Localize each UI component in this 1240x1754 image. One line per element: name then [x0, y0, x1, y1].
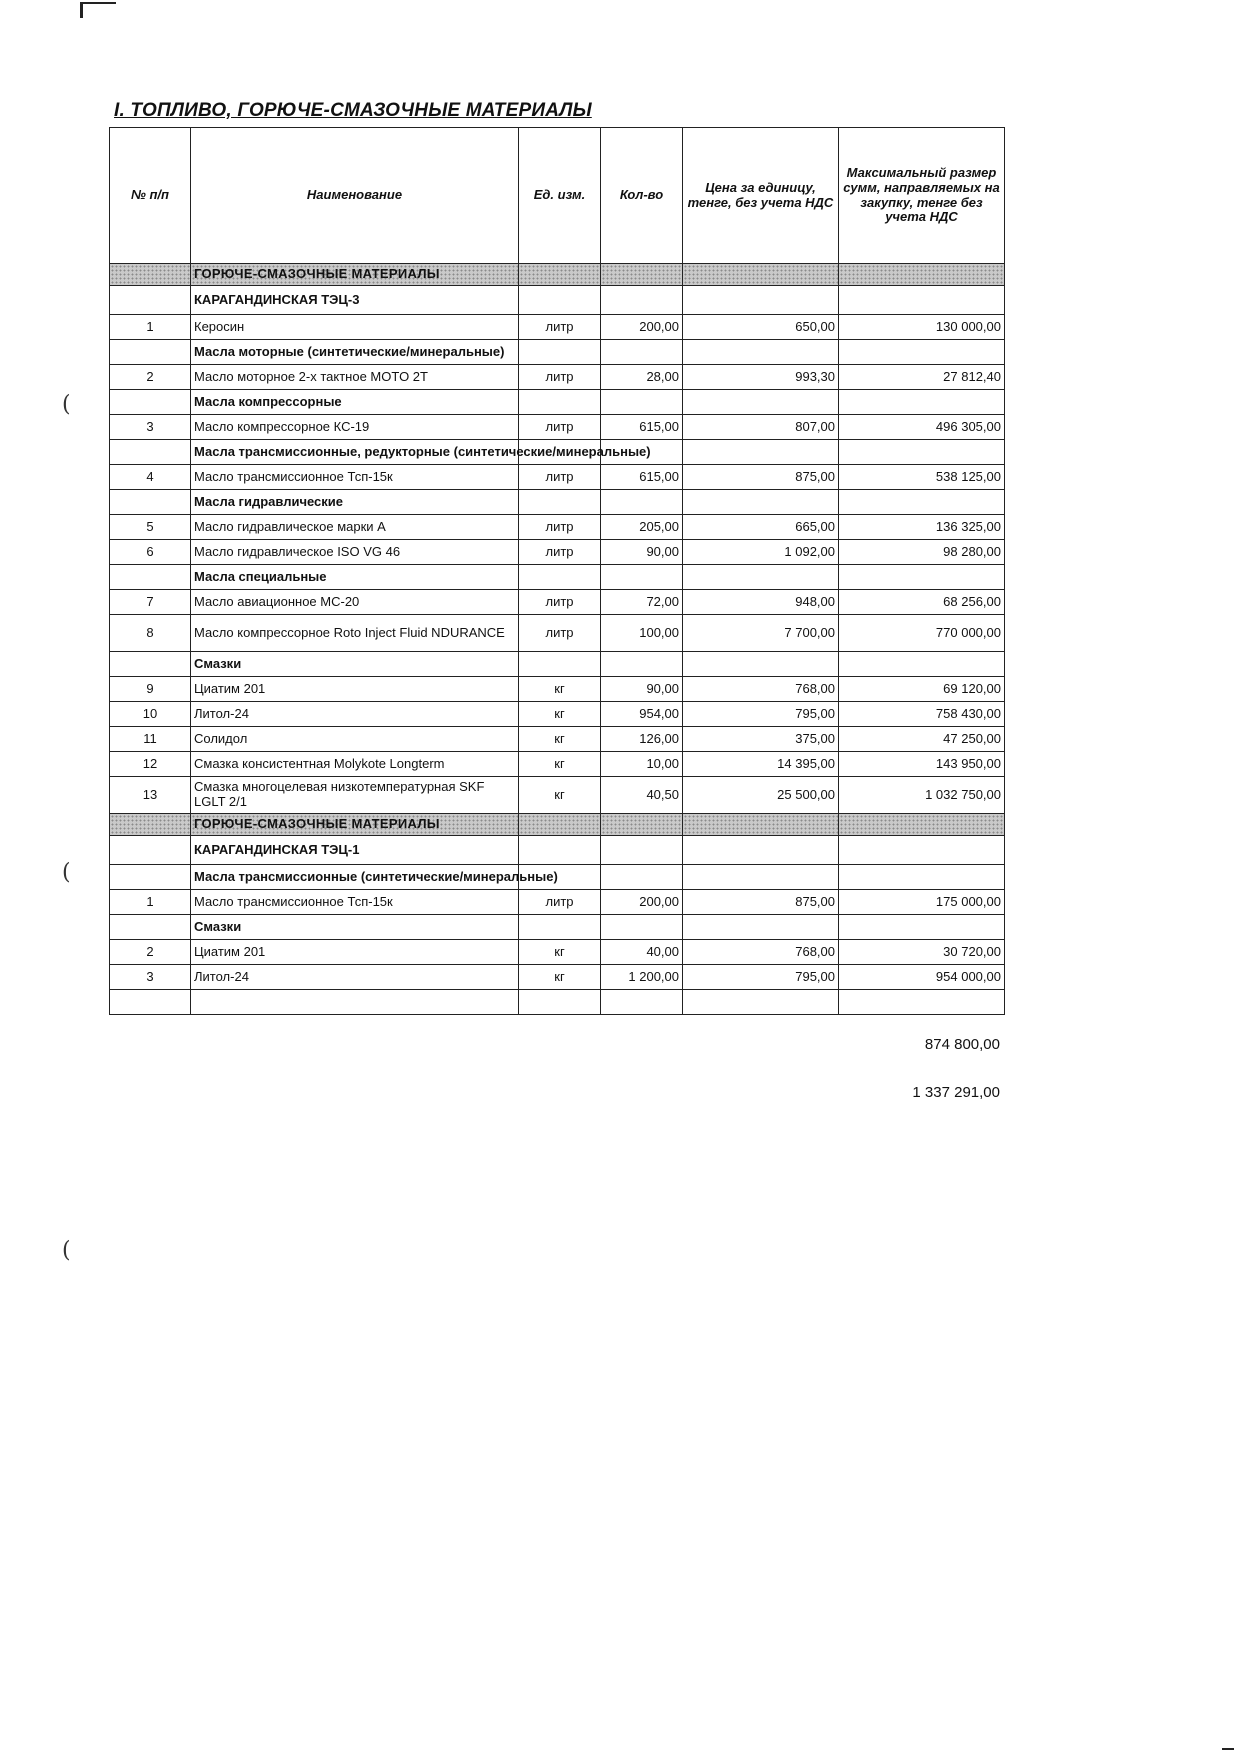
section-heading: ГОРЮЧЕ-СМАЗОЧНЫЕ МАТЕРИАЛЫ: [191, 814, 519, 836]
cell-price: [683, 814, 839, 836]
plant-row: [110, 286, 1005, 315]
cell-num: 8: [110, 615, 191, 652]
document-title: I. ТОПЛИВО, ГОРЮЧЕ-СМАЗОЧНЫЕ МАТЕРИАЛЫ: [114, 100, 592, 121]
group-row: [110, 652, 1005, 677]
cell-num: 10: [110, 702, 191, 727]
header-price: Цена за единицу, тенге, без учета НДС: [683, 128, 839, 264]
cell-price: 25 500,00: [683, 777, 839, 814]
empty-row: [110, 990, 1005, 1015]
cell-price: 795,00: [683, 965, 839, 990]
group-row: [110, 440, 1005, 465]
cell-name: Литол-24: [191, 702, 519, 727]
table-row: [110, 465, 1005, 490]
cell-qty: 10,00: [601, 752, 683, 777]
cell-price: [683, 340, 839, 365]
cell-num: 7: [110, 590, 191, 615]
cell-unit: литр: [519, 415, 601, 440]
cell-sum: 770 000,00: [839, 615, 1005, 652]
cell-qty: 90,00: [601, 677, 683, 702]
cell-num: [110, 565, 191, 590]
cell-num: 6: [110, 540, 191, 565]
cell-unit: литр: [519, 590, 601, 615]
cell-qty: 954,00: [601, 702, 683, 727]
cell-sum: 1 032 750,00: [839, 777, 1005, 814]
cell-num: 9: [110, 677, 191, 702]
cell-name: [191, 990, 519, 1015]
table-row: [110, 540, 1005, 565]
cell-qty: [601, 990, 683, 1015]
cell-num: [110, 836, 191, 865]
cell-price: 1 092,00: [683, 540, 839, 565]
total-second: 1 337 291,00: [912, 1084, 1000, 1101]
cell-sum: [839, 565, 1005, 590]
cell-price: [683, 286, 839, 315]
cell-sum: [839, 390, 1005, 415]
header-unit: Ед. изм.: [519, 128, 601, 264]
cell-name: Масло трансмиссионное Тсп-15к: [191, 465, 519, 490]
cell-sum: 68 256,00: [839, 590, 1005, 615]
cell-num: 12: [110, 752, 191, 777]
cell-sum: 758 430,00: [839, 702, 1005, 727]
cell-sum: 954 000,00: [839, 965, 1005, 990]
table-row: [110, 615, 1005, 652]
cell-sum: 47 250,00: [839, 727, 1005, 752]
cell-num: [110, 652, 191, 677]
cell-unit: кг: [519, 727, 601, 752]
plant-row: [110, 836, 1005, 865]
cell-unit: [519, 652, 601, 677]
header-qty: Кол-во: [601, 128, 683, 264]
cell-num: [110, 440, 191, 465]
header-name: Наименование: [191, 128, 519, 264]
binding-hole-mark: (: [62, 1238, 71, 1263]
cell-unit: кг: [519, 752, 601, 777]
cell-num: 4: [110, 465, 191, 490]
cell-qty: 100,00: [601, 615, 683, 652]
table-row: [110, 727, 1005, 752]
cell-qty: [601, 390, 683, 415]
cell-price: [683, 440, 839, 465]
cell-unit: [519, 565, 601, 590]
group-row: [110, 340, 1005, 365]
cell-num: 1: [110, 890, 191, 915]
cell-sum: [839, 915, 1005, 940]
cell-qty: [601, 865, 683, 890]
table-row: [110, 752, 1005, 777]
cell-price: 768,00: [683, 677, 839, 702]
cell-unit: литр: [519, 540, 601, 565]
cell-num: [110, 915, 191, 940]
cell-unit: кг: [519, 965, 601, 990]
cell-sum: 538 125,00: [839, 465, 1005, 490]
cell-sum: 98 280,00: [839, 540, 1005, 565]
cell-price: [683, 390, 839, 415]
table-row: [110, 590, 1005, 615]
cell-qty: [601, 652, 683, 677]
cell-qty: 200,00: [601, 890, 683, 915]
cell-price: 768,00: [683, 940, 839, 965]
cell-price: [683, 865, 839, 890]
cell-unit: литр: [519, 890, 601, 915]
cell-num: 5: [110, 515, 191, 540]
total-first: 874 800,00: [924, 1036, 1000, 1053]
cell-unit: кг: [519, 940, 601, 965]
cell-num: 3: [110, 415, 191, 440]
cell-qty: 40,50: [601, 777, 683, 814]
cell-price: [683, 264, 839, 286]
cell-price: [683, 652, 839, 677]
cell-price: 375,00: [683, 727, 839, 752]
cell-sum: [839, 440, 1005, 465]
group-row: [110, 565, 1005, 590]
table-header-row: [110, 128, 1005, 264]
cell-price: [683, 990, 839, 1015]
cell-unit: [519, 286, 601, 315]
table-row: [110, 702, 1005, 727]
cell-num: 2: [110, 365, 191, 390]
binding-hole-mark: (: [62, 392, 71, 417]
cell-num: [110, 264, 191, 286]
group-row: [110, 390, 1005, 415]
cell-name: Солидол: [191, 727, 519, 752]
cell-qty: 615,00: [601, 465, 683, 490]
cell-qty: 200,00: [601, 315, 683, 340]
cell-unit: литр: [519, 465, 601, 490]
cell-sum: 496 305,00: [839, 415, 1005, 440]
group-heading: Масла гидравлические: [191, 490, 519, 515]
cell-unit: [519, 264, 601, 286]
cell-num: 13: [110, 777, 191, 814]
cell-qty: 126,00: [601, 727, 683, 752]
cell-unit: литр: [519, 515, 601, 540]
cell-qty: 205,00: [601, 515, 683, 540]
cell-price: [683, 565, 839, 590]
group-heading: Масла моторные (синтетические/минеральные): [191, 340, 519, 365]
cell-qty: [601, 814, 683, 836]
cell-unit: [519, 836, 601, 865]
cell-qty: [601, 836, 683, 865]
cell-unit: [519, 915, 601, 940]
section-row: [110, 264, 1005, 286]
cell-qty: [601, 490, 683, 515]
group-heading: Масла компрессорные: [191, 390, 519, 415]
cell-price: 807,00: [683, 415, 839, 440]
section-row: [110, 814, 1005, 836]
cell-sum: 30 720,00: [839, 940, 1005, 965]
cell-unit: [519, 990, 601, 1015]
cell-qty: 72,00: [601, 590, 683, 615]
cell-qty: [601, 565, 683, 590]
cell-num: [110, 286, 191, 315]
cell-unit: литр: [519, 615, 601, 652]
cell-qty: [601, 915, 683, 940]
header-sum: Максимальный размер сумм, направляемых на закупку, тенге без учета НДС: [839, 128, 1005, 264]
cell-unit: [519, 814, 601, 836]
scan-corner-mark: [80, 2, 116, 4]
cell-unit: кг: [519, 777, 601, 814]
scan-corner-mark: [1222, 1748, 1234, 1750]
scan-corner-mark: [80, 2, 83, 18]
cell-unit: кг: [519, 702, 601, 727]
cell-name: Керосин: [191, 315, 519, 340]
cell-sum: [839, 836, 1005, 865]
plant-heading: КАРАГАНДИНСКАЯ ТЭЦ-3: [191, 286, 519, 315]
cell-num: 3: [110, 965, 191, 990]
cell-price: 948,00: [683, 590, 839, 615]
cell-unit: [519, 490, 601, 515]
plant-heading: КАРАГАНДИНСКАЯ ТЭЦ-1: [191, 836, 519, 865]
cell-unit: кг: [519, 677, 601, 702]
cell-sum: 143 950,00: [839, 752, 1005, 777]
cell-price: [683, 490, 839, 515]
cell-price: [683, 836, 839, 865]
section-heading: ГОРЮЧЕ-СМАЗОЧНЫЕ МАТЕРИАЛЫ: [191, 264, 519, 286]
cell-num: 2: [110, 940, 191, 965]
cell-sum: [839, 865, 1005, 890]
cell-num: [110, 990, 191, 1015]
cell-sum: 69 120,00: [839, 677, 1005, 702]
cell-sum: [839, 340, 1005, 365]
cell-price: 875,00: [683, 465, 839, 490]
header-num: № п/п: [110, 128, 191, 264]
cell-price: 795,00: [683, 702, 839, 727]
cell-sum: 136 325,00: [839, 515, 1005, 540]
cell-name: Масло моторное 2-х тактное MOTO 2T: [191, 365, 519, 390]
cell-num: [110, 865, 191, 890]
cell-unit: литр: [519, 365, 601, 390]
cell-qty: [601, 340, 683, 365]
cell-price: 993,30: [683, 365, 839, 390]
cell-name: Масло трансмиссионное Тсп-15к: [191, 890, 519, 915]
cell-qty: [601, 264, 683, 286]
cell-sum: [839, 814, 1005, 836]
cell-name: Смазка консистентная Molykote Longterm: [191, 752, 519, 777]
binding-hole-mark: (: [62, 860, 71, 885]
cell-sum: 27 812,40: [839, 365, 1005, 390]
cell-name: Циатим 201: [191, 940, 519, 965]
table-row: [110, 365, 1005, 390]
materials-table: [109, 127, 1005, 1015]
table-row: [110, 677, 1005, 702]
cell-name: Масло гидравлическое марки А: [191, 515, 519, 540]
cell-name: Масло авиационное МС-20: [191, 590, 519, 615]
cell-sum: 175 000,00: [839, 890, 1005, 915]
cell-price: 650,00: [683, 315, 839, 340]
cell-name: Масло компрессорное КС-19: [191, 415, 519, 440]
cell-sum: [839, 286, 1005, 315]
cell-sum: [839, 990, 1005, 1015]
group-heading: Смазки: [191, 652, 519, 677]
table-row: [110, 890, 1005, 915]
cell-name: Литол-24: [191, 965, 519, 990]
group-heading: Масла специальные: [191, 565, 519, 590]
cell-qty: 90,00: [601, 540, 683, 565]
cell-qty: 1 200,00: [601, 965, 683, 990]
group-row: [110, 490, 1005, 515]
table-row: [110, 940, 1005, 965]
cell-num: 11: [110, 727, 191, 752]
cell-qty: 40,00: [601, 940, 683, 965]
cell-unit: [519, 390, 601, 415]
table-row: [110, 965, 1005, 990]
cell-price: 665,00: [683, 515, 839, 540]
table-row: [110, 777, 1005, 814]
cell-name: Масло компрессорное Roto Inject Fluid NDURANCE: [191, 615, 519, 652]
cell-qty: 28,00: [601, 365, 683, 390]
cell-price: 14 395,00: [683, 752, 839, 777]
cell-num: 1: [110, 315, 191, 340]
cell-num: [110, 390, 191, 415]
cell-sum: [839, 490, 1005, 515]
cell-sum: 130 000,00: [839, 315, 1005, 340]
table-row: [110, 415, 1005, 440]
group-heading: Смазки: [191, 915, 519, 940]
cell-num: [110, 490, 191, 515]
cell-sum: [839, 264, 1005, 286]
cell-qty: 615,00: [601, 415, 683, 440]
cell-num: [110, 340, 191, 365]
table-row: [110, 515, 1005, 540]
group-row: [110, 865, 1005, 890]
cell-name: Масло гидравлическое ISO VG 46: [191, 540, 519, 565]
table-row: [110, 315, 1005, 340]
cell-unit: литр: [519, 315, 601, 340]
cell-name: Смазка многоцелевая низкотемпературная SKF LGLT 2/1: [191, 777, 519, 814]
group-row: [110, 915, 1005, 940]
table-body: [110, 264, 1005, 1015]
cell-num: [110, 814, 191, 836]
group-heading: Масла трансмиссионные, редукторные (синтетические/минеральные): [191, 440, 519, 465]
group-heading: Масла трансмиссионные (синтетические/минеральные): [191, 865, 519, 890]
cell-price: 7 700,00: [683, 615, 839, 652]
cell-name: Циатим 201: [191, 677, 519, 702]
cell-price: [683, 915, 839, 940]
cell-price: 875,00: [683, 890, 839, 915]
cell-sum: [839, 652, 1005, 677]
cell-qty: [601, 286, 683, 315]
cell-unit: [519, 340, 601, 365]
